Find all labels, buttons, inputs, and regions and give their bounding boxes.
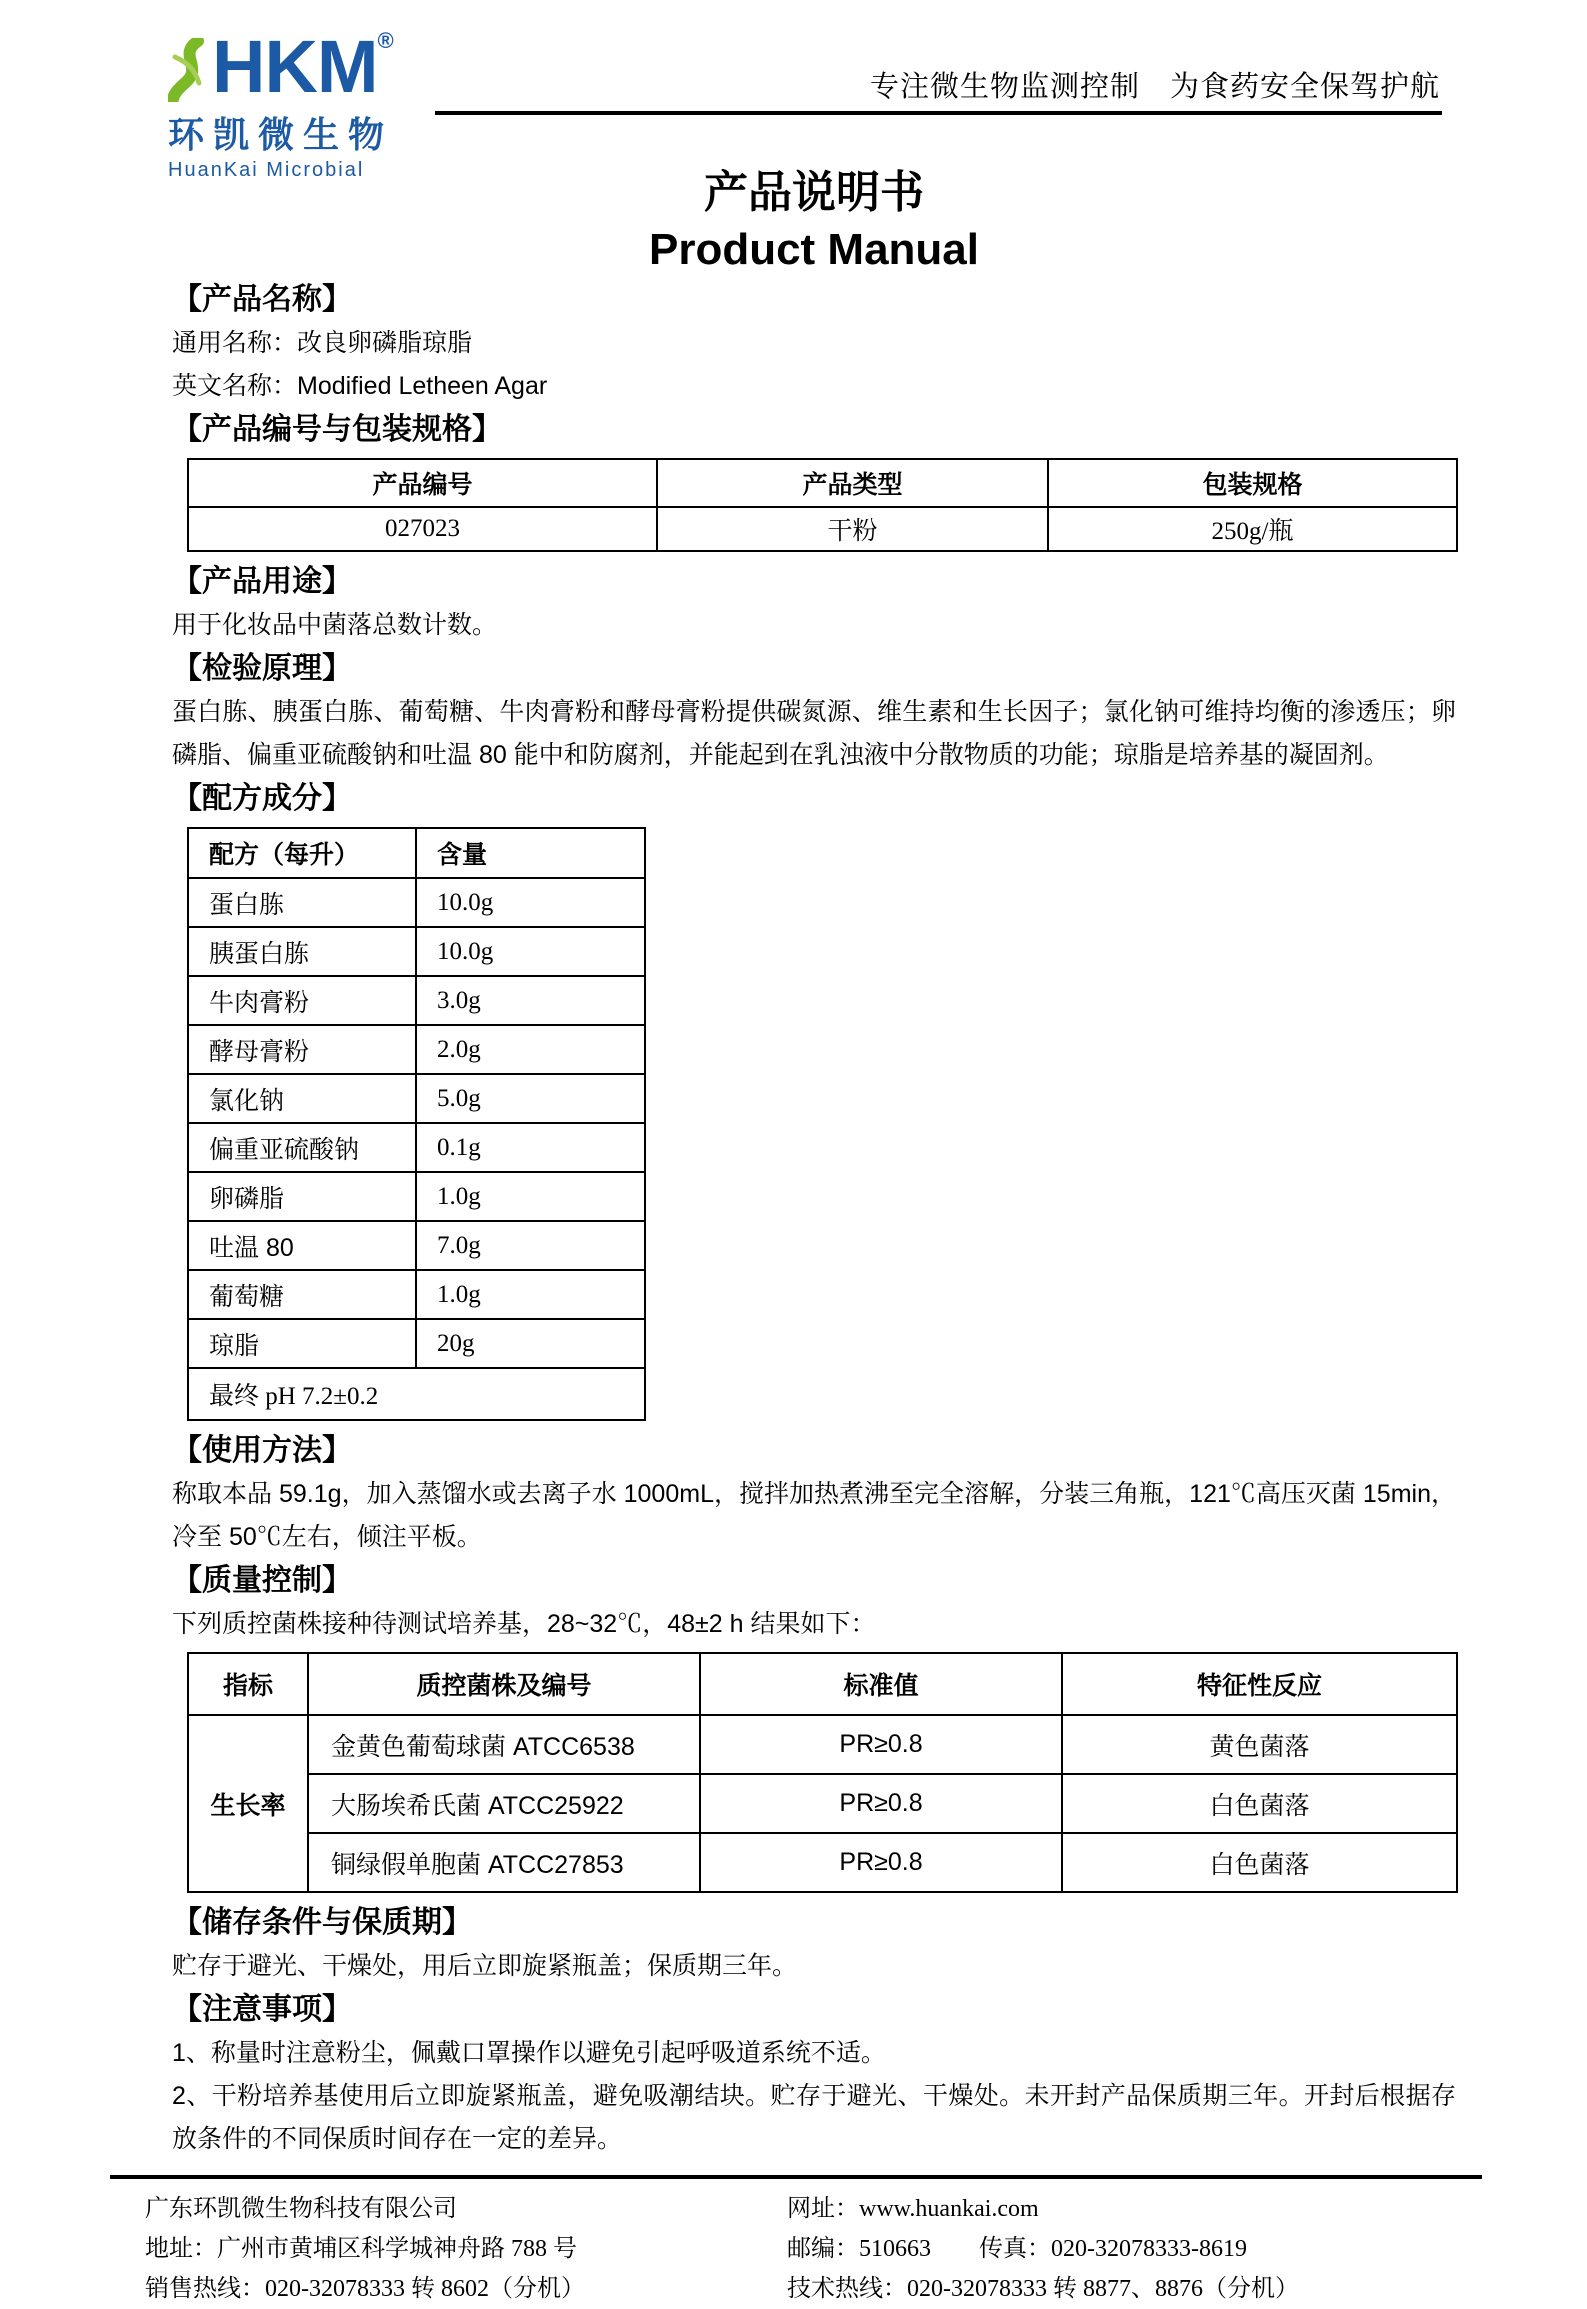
section-heading-product-name: 【产品名称】 [172,283,352,316]
section-heading-formula: 【配方成分】 [172,782,352,815]
spec-header-product-type: 产品类型 [657,459,1048,507]
sales-hotline: 销售热线：020-32078333 转 8602（分机） [145,2276,585,2302]
table-row [188,1833,1457,1892]
note-item: 2、干粉培养基使用后立即旋紧瓶盖，避免吸潮结块。贮存于避光、干燥处。未开封产品保质期三年。开封后根据存放条件的不同保质时间存在一定的差异。 [172,2082,1456,2153]
ingredient-name: 牛肉膏粉 [188,976,416,1025]
ingredient-amount: 3.0g [416,976,645,1025]
purpose-text: 用于化妆品中菌落总数计数。 [172,611,498,639]
page-footer [110,2175,1482,2309]
usage-text: 称取本品 59.1g，加入蒸馏水或去离子水 1000mL，搅拌加热煮沸至完全溶解，分装三角瓶，121℃高压灭菌 15min，冷至 50℃左右，倾注平板。 [172,1480,1456,1551]
qc-header-reaction: 特征性反应 [1062,1653,1457,1715]
table-row [188,1172,645,1221]
hkm-logo [168,25,394,182]
formula-header-amount: 含量 [416,828,645,878]
table-row [188,1715,1457,1774]
product-code-value: 027023 [188,507,657,551]
qc-standard: PR≥0.8 [700,1715,1062,1774]
logo-english-name: HuanKai Microbial [168,159,365,181]
qc-reaction: 黄色菌落 [1062,1715,1457,1774]
english-name-line: 英文名称：Modified Letheen Agar [172,372,548,400]
qc-standard: PR≥0.8 [700,1833,1062,1892]
qc-strain: 金黄色葡萄球菌 ATCC6538 [308,1715,700,1774]
ingredient-amount: 10.0g [416,927,645,976]
spec-header-product-code: 产品编号 [188,459,657,507]
header-tagline: 专注微生物监测控制 为食药安全保驾护航 [869,71,1440,103]
logo-chinese-name: 环凯微生物 [168,114,394,155]
ingredient-amount: 2.0g [416,1025,645,1074]
qc-strain: 铜绿假单胞菌 ATCC27853 [308,1833,700,1892]
table-row [188,1774,1457,1833]
qc-header-row [188,1653,1457,1715]
ingredient-name: 胰蛋白胨 [188,927,416,976]
table-row [188,976,645,1025]
table-row [188,1123,645,1172]
qc-table [187,1652,1458,1893]
spec-header-pack-size: 包装规格 [1048,459,1457,507]
pack-size-value: 250g/瓶 [1048,507,1457,551]
header-divider [435,111,1442,115]
page-header [0,0,1587,181]
dna-helix-icon [168,38,210,102]
table-row [188,927,645,976]
company-website: 网址：www.huankai.com [787,2196,1039,2222]
spec-table [187,458,1458,552]
section-heading-qc: 【质量控制】 [172,1564,352,1597]
company-address: 地址：广州市黄埔区科学城神舟路 788 号 [145,2236,577,2262]
formula-header-ingredient: 配方（每升） [188,828,416,878]
qc-intro-text: 下列质控菌株接种待测试培养基，28~32℃，48±2 h 结果如下： [172,1610,876,1638]
ingredient-amount: 20g [416,1319,645,1368]
table-row [188,878,645,927]
ingredient-amount: 1.0g [416,1172,645,1221]
generic-name-line: 通用名称：改良卵磷脂琼脂 [172,329,473,357]
ingredient-name: 琼脂 [188,1319,416,1368]
section-heading-principle: 【检验原理】 [172,652,352,685]
page-title-en: Product Manual [648,225,980,274]
qc-group-growth-rate: 生长率 [188,1715,308,1892]
storage-text: 贮存于避光、干燥处，用后立即旋紧瓶盖；保质期三年。 [172,1952,798,1980]
logo-text: HKM [212,25,378,108]
formula-table [187,827,646,1421]
tech-hotline: 技术热线：020-32078333 转 8877、8876（分机） [787,2276,1299,2302]
qc-standard: PR≥0.8 [700,1774,1062,1833]
section-heading-storage: 【储存条件与保质期】 [172,1906,472,1939]
table-row [188,1074,645,1123]
section-heading-purpose: 【产品用途】 [172,565,352,598]
table-row [188,1221,645,1270]
ingredient-name: 氯化钠 [188,1074,416,1123]
ingredient-name: 酵母膏粉 [188,1025,416,1074]
final-ph-value: 最终 pH 7.2±0.2 [188,1368,645,1420]
formula-ph-row [188,1368,645,1420]
ingredient-amount: 5.0g [416,1074,645,1123]
qc-header-index: 指标 [188,1653,308,1715]
page-title-cn: 产品说明书 [704,168,924,217]
footer-left-column [145,2189,787,2309]
document-body [0,164,1587,2161]
spec-header-row [188,459,1457,507]
note-item: 1、称量时注意粉尘，佩戴口罩操作以避免引起呼吸道系统不适。 [172,2039,886,2067]
section-heading-notes: 【注意事项】 [172,1993,352,2026]
section-heading-usage: 【使用方法】 [172,1434,352,1467]
qc-reaction: 白色菌落 [1062,1774,1457,1833]
spec-data-row [188,507,1457,551]
table-row [188,1270,645,1319]
product-type-value: 干粉 [657,507,1048,551]
ingredient-amount: 7.0g [416,1221,645,1270]
ingredient-name: 偏重亚硫酸钠 [188,1123,416,1172]
table-row [188,1319,645,1368]
qc-strain: 大肠埃希氏菌 ATCC25922 [308,1774,700,1833]
company-name: 广东环凯微生物科技有限公司 [145,2196,457,2222]
ingredient-amount: 1.0g [416,1270,645,1319]
footer-right-column [787,2189,1482,2309]
formula-header-row [188,828,645,878]
postcode-and-fax: 邮编：510663 传真：020-32078333-8619 [787,2236,1247,2262]
qc-header-strain: 质控菌株及编号 [308,1653,700,1715]
section-heading-spec: 【产品编号与包装规格】 [172,413,502,446]
ingredient-name: 卵磷脂 [188,1172,416,1221]
qc-header-standard: 标准值 [700,1653,1062,1715]
ingredient-amount: 10.0g [416,878,645,927]
logo-wordmark [168,25,394,108]
principle-text: 蛋白胨、胰蛋白胨、葡萄糖、牛肉膏粉和酵母膏粉提供碳氮源、维生素和生长因子；氯化钠可维持均衡的渗透压；卵磷脂、偏重亚硫酸钠和吐温 80 能中和防腐剂，并能起到在乳浊液中分散物质的功能；琼脂是培养基的凝固剂。 [172,698,1456,769]
ingredient-name: 吐温 80 [188,1221,416,1270]
ingredient-amount: 0.1g [416,1123,645,1172]
registered-trademark-icon: ® [377,28,394,53]
ingredient-name: 葡萄糖 [188,1270,416,1319]
table-row [188,1025,645,1074]
qc-reaction: 白色菌落 [1062,1833,1457,1892]
ingredient-name: 蛋白胨 [188,878,416,927]
